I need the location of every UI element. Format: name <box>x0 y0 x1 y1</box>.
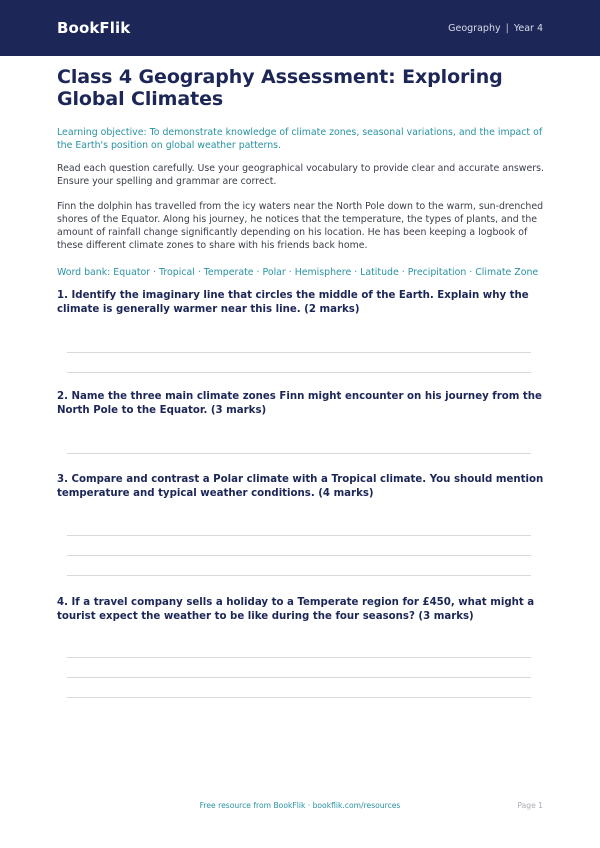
answer-line-q4-2[interactable] <box>67 677 531 678</box>
answer-line-q1-2[interactable] <box>67 372 531 373</box>
question-4: 4. If a travel company sells a holiday to a Temperate region for £450, what might a tourist expect the weather to be like during the four seasons? (3 marks) <box>57 597 535 622</box>
subject-year-label <box>448 23 543 34</box>
brand-logo[interactable]: BookFlik <box>57 19 131 37</box>
instructions: Read each question carefully. Use your geographical vocabulary to provide clear and accurate answers. Ensure your spelling and grammar are correct. <box>57 163 544 187</box>
question-1: 1. Identify the imaginary line that circles the middle of the Earth. Explain why the climate is generally warmer near this line. (2 marks) <box>57 290 529 315</box>
answer-line-q3-2[interactable] <box>67 555 531 556</box>
learning-objective: Learning objective: To demonstrate knowledge of climate zones, seasonal variations, and the impact of the Earth's position on global weather patterns. <box>57 127 543 151</box>
year-label: Year 4 <box>513 22 543 34</box>
answer-line-q4-3[interactable] <box>67 697 531 698</box>
question-3: 3. Compare and contrast a Polar climate with a Tropical climate. You should mention temperature and typical weather conditions. (4 marks) <box>57 474 544 499</box>
answer-line-q1-1[interactable] <box>67 352 531 353</box>
page-footer <box>0 801 600 815</box>
answer-line-q3-1[interactable] <box>67 535 531 536</box>
subject-label: Geography <box>448 22 501 34</box>
answer-line-q2-1[interactable] <box>67 453 531 454</box>
meta-separator: | <box>505 22 509 34</box>
footer-source-link[interactable]: Free resource from BookFlik · bookflik.com/resources <box>199 801 401 810</box>
story-passage: Finn the dolphin has travelled from the icy waters near the North Pole down to the warm, sun-drenched shores of the Equator. Along his journey, he notices that the temperature, the types of plants, and the amount of rainfall change significantly depending on his location. He has been keeping a logbook of these different climate zones to share with his friends back home. <box>57 201 544 251</box>
word-bank: Word bank: Equator · Tropical · Temperate · Polar · Hemisphere · Latitude · Precipitation · Climate Zone <box>57 267 539 278</box>
question-2: 2. Name the three main climate zones Finn might encounter on his journey from the North Pole to the Equator. (3 marks) <box>57 391 542 416</box>
answer-line-q4-1[interactable] <box>67 657 531 658</box>
answer-line-q3-3[interactable] <box>67 575 531 576</box>
worksheet-body <box>57 66 544 279</box>
header-bar <box>0 0 600 56</box>
page-title: Class 4 Geography Assessment: Exploring Global Climates <box>57 66 503 110</box>
page-number: Page 1 <box>517 801 543 810</box>
